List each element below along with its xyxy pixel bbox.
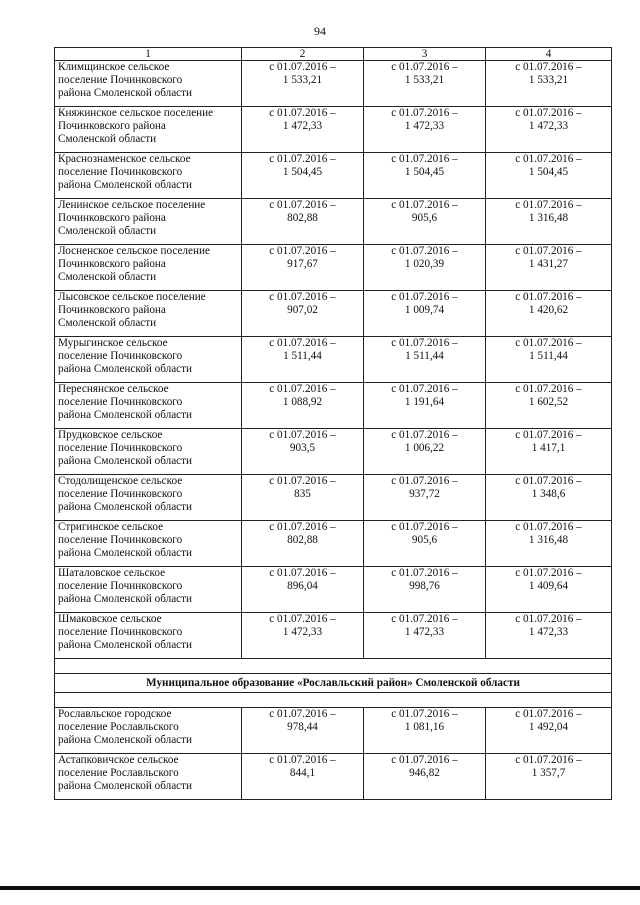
- tariff-cell-col3: [364, 754, 486, 800]
- tariff-value: 946,82: [409, 767, 440, 779]
- tariff-cell-col2: [242, 337, 364, 383]
- tariff-cell-col2: [242, 291, 364, 337]
- settlement-name: Краснознаменское сельское поселение Починковского района Смоленской области: [55, 153, 242, 199]
- effective-date: с 01.07.2016 –: [515, 291, 582, 303]
- table-row: [55, 245, 612, 291]
- effective-date: с 01.07.2016 –: [391, 61, 458, 73]
- tariff-cell-col4: [486, 613, 612, 659]
- tariff-cell-col4: [486, 429, 612, 475]
- table-row: [55, 613, 612, 659]
- column-number-2: 2: [242, 48, 364, 61]
- effective-date: с 01.07.2016 –: [391, 708, 458, 720]
- column-number-1: 1: [55, 48, 242, 61]
- table-row: [55, 429, 612, 475]
- tariff-cell-col2: [242, 199, 364, 245]
- table-row: [55, 61, 612, 107]
- effective-date: с 01.07.2016 –: [515, 613, 582, 625]
- tariff-cell-col4: [486, 475, 612, 521]
- effective-date: с 01.07.2016 –: [391, 153, 458, 165]
- effective-date: с 01.07.2016 –: [269, 708, 336, 720]
- tariff-value: 1 006,22: [404, 442, 445, 454]
- table-row: [55, 199, 612, 245]
- effective-date: с 01.07.2016 –: [269, 61, 336, 73]
- tariff-value: 978,44: [287, 721, 318, 733]
- table-row: [55, 521, 612, 567]
- effective-date: с 01.07.2016 –: [515, 754, 582, 766]
- tariff-cell-col2: [242, 429, 364, 475]
- table-row: [55, 383, 612, 429]
- tariff-cell-col2: [242, 521, 364, 567]
- effective-date: с 01.07.2016 –: [391, 291, 458, 303]
- effective-date: с 01.07.2016 –: [391, 199, 458, 211]
- settlement-name: Княжинское сельское поселение Починковского района Смоленской области: [55, 107, 242, 153]
- table-row: [55, 107, 612, 153]
- tariff-value: 1 511,44: [405, 350, 444, 362]
- tariff-value: 1 472,33: [282, 120, 323, 132]
- table-row: [55, 153, 612, 199]
- tariff-cell-col3: [364, 429, 486, 475]
- tariff-cell-col2: [242, 61, 364, 107]
- settlement-name: Лосненское сельское поселение Починковского района Смоленской области: [55, 245, 242, 291]
- effective-date: с 01.07.2016 –: [391, 754, 458, 766]
- tariff-cell-col3: [364, 383, 486, 429]
- tariff-value: 802,88: [287, 212, 318, 224]
- effective-date: с 01.07.2016 –: [269, 291, 336, 303]
- tariff-cell-col3: [364, 107, 486, 153]
- tariff-value: 1 472,33: [528, 626, 569, 638]
- section-spacer-row: [55, 693, 612, 708]
- settlement-name: Климщинское сельское поселение Починковского района Смоленской области: [55, 61, 242, 107]
- effective-date: с 01.07.2016 –: [269, 754, 336, 766]
- effective-date: с 01.07.2016 –: [515, 567, 582, 579]
- tariff-value: 1 472,33: [282, 626, 323, 638]
- tariff-value: 1 020,39: [404, 258, 445, 270]
- section-spacer-row: [55, 659, 612, 674]
- effective-date: с 01.07.2016 –: [269, 613, 336, 625]
- effective-date: с 01.07.2016 –: [515, 383, 582, 395]
- settlement-name: Рославльское городское поселение Рославльского района Смоленской области: [55, 708, 242, 754]
- effective-date: с 01.07.2016 –: [391, 475, 458, 487]
- tariff-cell-col3: [364, 199, 486, 245]
- tariff-cell-col2: [242, 475, 364, 521]
- effective-date: с 01.07.2016 –: [269, 107, 336, 119]
- tariff-value: 896,04: [287, 580, 318, 592]
- tariff-value: 1 009,74: [404, 304, 445, 316]
- tariff-cell-col2: [242, 754, 364, 800]
- tariff-value: 1 417,1: [531, 442, 566, 454]
- effective-date: с 01.07.2016 –: [391, 429, 458, 441]
- settlement-name: Мурыгинское сельское поселение Починковского района Смоленской области: [55, 337, 242, 383]
- settlement-name: Астапковичское сельское поселение Рославльского района Смоленской области: [55, 754, 242, 800]
- effective-date: с 01.07.2016 –: [269, 383, 336, 395]
- tariff-cell-col4: [486, 61, 612, 107]
- tariff-cell-col4: [486, 291, 612, 337]
- effective-date: с 01.07.2016 –: [515, 708, 582, 720]
- tariff-cell-col4: [486, 383, 612, 429]
- effective-date: с 01.07.2016 –: [391, 613, 458, 625]
- effective-date: с 01.07.2016 –: [269, 521, 336, 533]
- table-row: [55, 754, 612, 800]
- tariff-value: 802,88: [287, 534, 318, 546]
- tariff-value: 1 409,64: [528, 580, 569, 592]
- section-title-row: [55, 674, 612, 693]
- effective-date: с 01.07.2016 –: [269, 337, 336, 349]
- table-row: [55, 475, 612, 521]
- settlement-name: Ленинское сельское поселение Починковского района Смоленской области: [55, 199, 242, 245]
- settlement-name: Шмаковское сельское поселение Починковского района Смоленской области: [55, 613, 242, 659]
- tariff-cell-col4: [486, 245, 612, 291]
- tariff-value: 1 191,64: [404, 396, 445, 408]
- tariff-value: 1 316,48: [528, 534, 569, 546]
- table-row: [55, 291, 612, 337]
- tariff-value: 998,76: [409, 580, 440, 592]
- settlement-name: Стригинское сельское поселение Починковского района Смоленской области: [55, 521, 242, 567]
- tariff-cell-col3: [364, 567, 486, 613]
- bottom-rule: [0, 886, 640, 890]
- tariff-value: 835: [294, 488, 311, 500]
- effective-date: с 01.07.2016 –: [391, 107, 458, 119]
- page-number: 94: [314, 24, 326, 38]
- tariff-value: 1 088,92: [282, 396, 323, 408]
- tariff-value: 937,72: [409, 488, 440, 500]
- settlement-name: Шаталовское сельское поселение Починковского района Смоленской области: [55, 567, 242, 613]
- tariff-cell-col4: [486, 567, 612, 613]
- tariff-cell-col4: [486, 153, 612, 199]
- tariff-value: 903,5: [289, 442, 316, 454]
- effective-date: с 01.07.2016 –: [515, 61, 582, 73]
- effective-date: с 01.07.2016 –: [269, 245, 336, 257]
- tariff-value: 1 472,33: [404, 626, 445, 638]
- effective-date: с 01.07.2016 –: [269, 199, 336, 211]
- effective-date: с 01.07.2016 –: [515, 521, 582, 533]
- tariff-cell-col2: [242, 383, 364, 429]
- tariff-cell-col2: [242, 245, 364, 291]
- tariff-table: [54, 47, 612, 800]
- effective-date: с 01.07.2016 –: [391, 567, 458, 579]
- effective-date: с 01.07.2016 –: [269, 429, 336, 441]
- effective-date: с 01.07.2016 –: [269, 153, 336, 165]
- effective-date: с 01.07.2016 –: [515, 153, 582, 165]
- tariff-value: 1 081,16: [404, 721, 445, 733]
- tariff-cell-col3: [364, 245, 486, 291]
- table-row: [55, 708, 612, 754]
- settlement-name: Стодолищенское сельское поселение Починковского района Смоленской области: [55, 475, 242, 521]
- effective-date: с 01.07.2016 –: [391, 245, 458, 257]
- tariff-cell-col3: [364, 61, 486, 107]
- tariff-cell-col4: [486, 199, 612, 245]
- tariff-value: 1 431,27: [528, 258, 569, 270]
- effective-date: с 01.07.2016 –: [515, 199, 582, 211]
- tariff-value: 1 504,45: [404, 166, 445, 178]
- tariff-cell-col4: [486, 337, 612, 383]
- tariff-cell-col3: [364, 153, 486, 199]
- tariff-cell-col4: [486, 708, 612, 754]
- tariff-cell-col2: [242, 153, 364, 199]
- column-number-row: [55, 48, 612, 61]
- tariff-value: 1 492,04: [528, 721, 569, 733]
- effective-date: с 01.07.2016 –: [515, 107, 582, 119]
- tariff-value: 1 472,33: [528, 120, 569, 132]
- tariff-cell-col3: [364, 291, 486, 337]
- effective-date: с 01.07.2016 –: [391, 337, 458, 349]
- tariff-value: 1 504,45: [282, 166, 323, 178]
- settlement-name: Лысовское сельское поселение Починковского района Смоленской области: [55, 291, 242, 337]
- effective-date: с 01.07.2016 –: [269, 567, 336, 579]
- settlement-name: Прудковское сельское поселение Починковского района Смоленской области: [55, 429, 242, 475]
- tariff-cell-col3: [364, 613, 486, 659]
- tariff-value: 1 316,48: [528, 212, 569, 224]
- tariff-value: 1 357,7: [531, 767, 566, 779]
- tariff-value: 1 511,44: [283, 350, 322, 362]
- effective-date: с 01.07.2016 –: [515, 337, 582, 349]
- column-number-4: 4: [486, 48, 612, 61]
- tariff-value: 1 504,45: [528, 166, 569, 178]
- effective-date: с 01.07.2016 –: [391, 521, 458, 533]
- effective-date: с 01.07.2016 –: [391, 383, 458, 395]
- tariff-cell-col4: [486, 521, 612, 567]
- table-row: [55, 567, 612, 613]
- tariff-value: 1 533,21: [528, 74, 569, 86]
- tariff-value: 905,6: [411, 534, 438, 546]
- tariff-cell-col4: [486, 754, 612, 800]
- tariff-value: 917,67: [287, 258, 318, 270]
- tariff-value: 907,02: [287, 304, 318, 316]
- effective-date: с 01.07.2016 –: [515, 429, 582, 441]
- tariff-cell-col2: [242, 613, 364, 659]
- tariff-value: 1 533,21: [282, 74, 323, 86]
- tariff-cell-col2: [242, 708, 364, 754]
- tariff-cell-col2: [242, 107, 364, 153]
- column-number-3: 3: [364, 48, 486, 61]
- tariff-value: 1 348,6: [531, 488, 566, 500]
- tariff-value: 905,6: [411, 212, 438, 224]
- tariff-cell-col4: [486, 107, 612, 153]
- tariff-value: 844,1: [289, 767, 316, 779]
- tariff-cell-col2: [242, 567, 364, 613]
- tariff-cell-col3: [364, 475, 486, 521]
- effective-date: с 01.07.2016 –: [515, 245, 582, 257]
- section-title: Муниципальное образование «Рославльский район» Смоленской области: [55, 674, 612, 693]
- effective-date: с 01.07.2016 –: [269, 475, 336, 487]
- tariff-value: 1 511,44: [529, 350, 568, 362]
- table-row: [55, 337, 612, 383]
- tariff-value: 1 420,62: [528, 304, 569, 316]
- tariff-cell-col3: [364, 521, 486, 567]
- tariff-value: 1 602,52: [528, 396, 569, 408]
- tariff-cell-col3: [364, 708, 486, 754]
- tariff-value: 1 533,21: [404, 74, 445, 86]
- tariff-value: 1 472,33: [404, 120, 445, 132]
- effective-date: с 01.07.2016 –: [515, 475, 582, 487]
- tariff-cell-col3: [364, 337, 486, 383]
- settlement-name: Переснянское сельское поселение Починковского района Смоленской области: [55, 383, 242, 429]
